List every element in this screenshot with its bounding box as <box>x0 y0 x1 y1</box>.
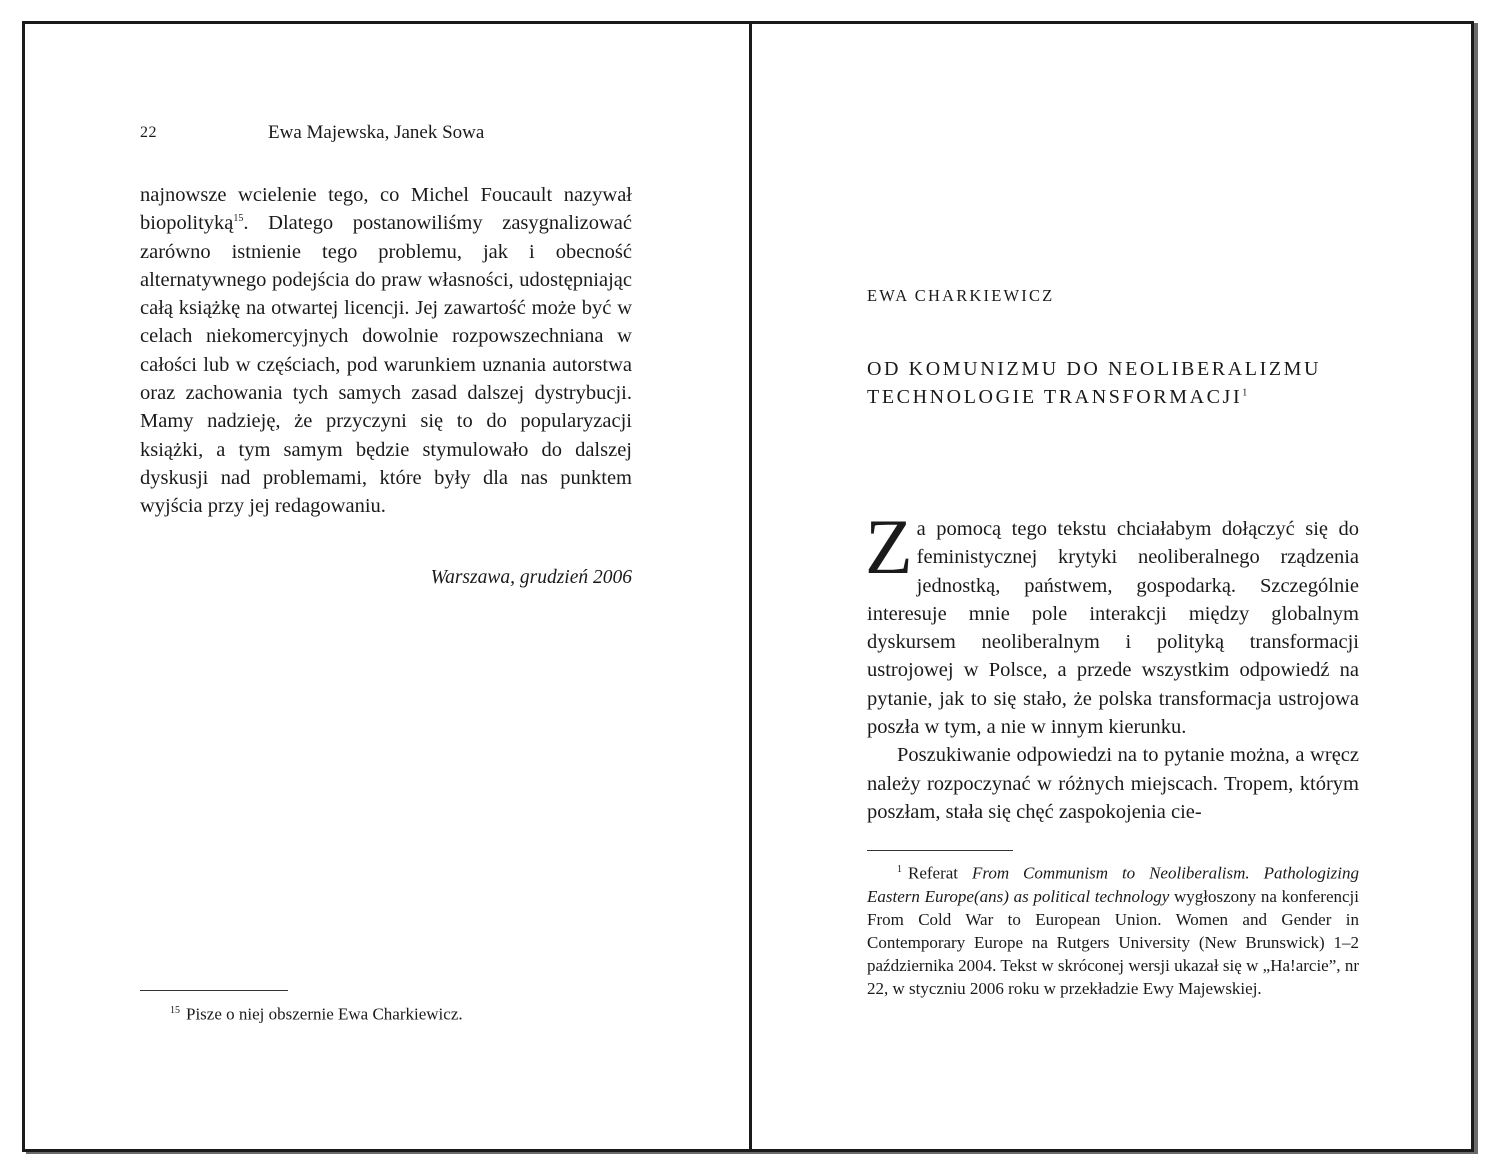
page-number: 22 <box>140 124 157 141</box>
paragraph-text-a: najnowsze wcielenie tego, co Michel Foucault nazywał biopolityką <box>140 184 632 235</box>
footnote <box>867 858 1359 1000</box>
chapter-title-line-1: OD KOMUNIZMU DO NEOLIBERALIZMU <box>867 358 1322 380</box>
right-page <box>752 24 1474 1149</box>
signature-line: Warszawa, grudzień 2006 <box>430 567 632 588</box>
book-spread <box>22 21 1474 1152</box>
chapter-title-line-2 <box>867 383 1367 411</box>
paragraph <box>140 181 632 521</box>
footnote-ref: 15 <box>233 213 244 225</box>
drop-cap: Z <box>865 503 913 590</box>
running-head-authors: Ewa Majewska, Janek Sowa <box>268 122 485 143</box>
footnote-rest: wygłoszony na konferencji From Cold War to European Union. Women and Gender in Contemporary Europe na Rutgers University (New Brunswick) 1–2 października 2004. Tekst w skróconej wersji ukazał się w „Ha!arcie”, nr 22, w styczniu 2006 roku w przekładzie Ewy Majewskiej. <box>867 886 1359 998</box>
footnote-number: 15 <box>170 1005 180 1016</box>
chapter-title <box>867 355 1367 411</box>
footnote-rule <box>140 990 288 991</box>
paragraph-2: Poszukiwanie odpowiedzi na to pytanie można, a wręcz należy rozpoczynać w różnych miejscach. Tropem, którym poszłam, stała się chęć zaspokojenia cie- <box>867 744 1359 823</box>
paragraph-1-text: a pomocą tego tekstu chciałabym dołączyć się do feministycznej krytyki neoliberalnego rządzenia jednostką, państwem, gospodarką. Szczególnie interesuje mnie pole interakcji między globalnym dyskursem neoliberalnym i polityką transformacji ustrojowej w Polsce, a przede wszystkim odpowiedź na pytanie, jak to się stało, że polska transformacja ustrojowa poszła w tym, a nie w innym kierunku. <box>867 518 1359 739</box>
footnote-text: Pisze o niej obszernie Ewa Charkiewicz. <box>186 1004 463 1024</box>
chapter-body <box>865 503 1359 826</box>
paragraph-text-b: . Dlatego postanowiliśmy zasygnalizować zarówno istnienie tego problemu, jak i obecność alternatywnego podejścia do praw własności, udostępniając całą książkę na otwartej licencji. Jej zawartość może być w celach niekomercyjnych dowolnie rozpowszechniana w całości lub w częściach, pod warunkiem uznania autorstwa oraz zachowania tych samych zasad dalszej dystrybucji. Mamy nadzieję, że przyczyni się to do popularyzacji książki, a tym samym będzie stymulowało do dalszej dyskusji nad problemami, które były dla nas punktem wyjścia przy jej redagowaniu. <box>140 212 632 518</box>
footnote <box>140 999 632 1027</box>
body-text <box>140 181 632 521</box>
title-footnote-ref: 1 <box>1242 387 1250 399</box>
chapter-author: EWA CHARKIEWICZ <box>867 286 1055 305</box>
footnote-title: From Communism to Neoliberalism. Pathologizing Eastern Europe(ans) as political technology <box>867 863 1359 906</box>
left-page <box>25 24 749 1149</box>
footnote-lead: Referat <box>908 863 972 883</box>
footnote-rule <box>867 850 1013 851</box>
footnote-number: 1 <box>897 864 902 875</box>
paragraph-1 <box>865 503 1359 741</box>
chapter-title-line-2-text: TECHNOLOGIE TRANSFORMACJI <box>867 386 1243 408</box>
